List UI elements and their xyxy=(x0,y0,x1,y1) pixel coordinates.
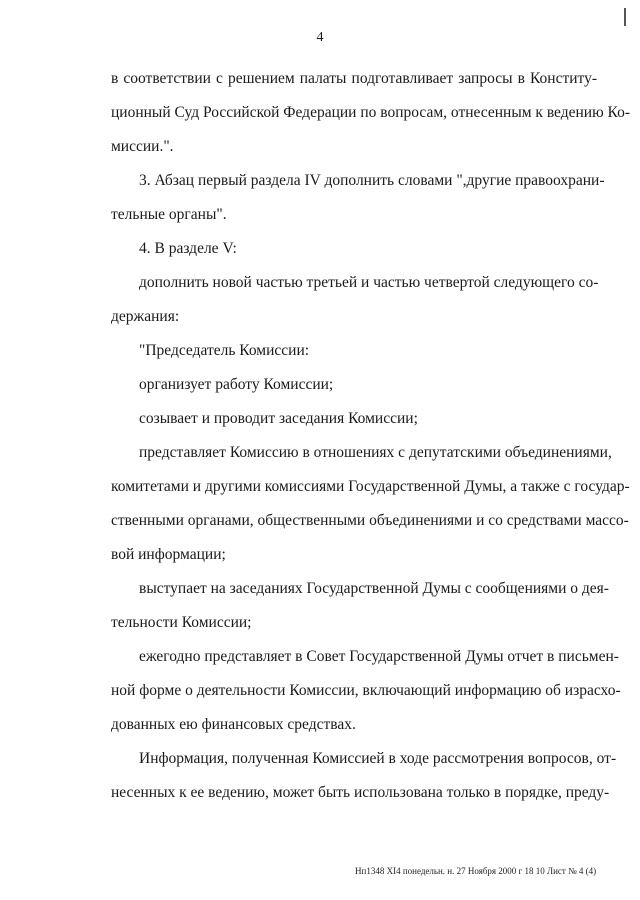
document-body xyxy=(111,62,631,810)
paragraph xyxy=(111,62,631,164)
text-line: ционный Суд Российской Федерации по вопросам, отнесенным к ведению Ко- xyxy=(111,104,631,121)
paragraph xyxy=(111,164,605,232)
paragraph xyxy=(111,266,597,334)
paragraph xyxy=(111,232,597,266)
paragraph xyxy=(111,436,630,572)
text-line: "Председатель Комиссии: xyxy=(139,342,310,359)
text-line: держания: xyxy=(111,308,180,325)
scan-corner-mark xyxy=(624,8,626,26)
paragraph xyxy=(111,572,609,640)
text-line: ственными органами, общественными объединениями и со средствами массо- xyxy=(111,512,629,529)
text-line: 4. В разделе V: xyxy=(139,240,237,257)
paragraph xyxy=(111,640,621,742)
text-line: ежегодно представляет в Совет Государственной Думы отчет в письмен- xyxy=(139,648,619,665)
text-line: тельности Комиссии; xyxy=(111,614,252,631)
paragraph xyxy=(111,368,597,402)
text-line: дованных ею финансовых средствах. xyxy=(111,716,356,733)
text-line: комитетами и другими комиссиями Государственной Думы, а также с государ- xyxy=(111,478,630,495)
text-line: в соответствии с решением палаты подготавливает запросы в Конститу- xyxy=(111,70,597,87)
text-line: ной форме о деятельности Комиссии, включающий информацию об израсхо- xyxy=(111,682,621,699)
text-line: миссии.". xyxy=(111,138,174,155)
paragraph xyxy=(111,334,597,368)
fax-footer: Нп1348 ХI4 понедельн. н. 27 Ноября 2000 г 18 10 Лист № 4 (4) xyxy=(355,866,597,876)
page-number: 4 xyxy=(316,30,324,45)
text-line: Информация, полученная Комиссией в ходе рассмотрения вопросов, от- xyxy=(139,750,617,767)
text-line: тельные органы". xyxy=(111,206,227,223)
text-line: несенных к ее ведению, может быть использована только в порядке, преду- xyxy=(111,784,610,801)
text-line: организует работу Комиссии; xyxy=(139,376,334,393)
paragraph xyxy=(111,742,617,810)
paragraph xyxy=(111,402,597,436)
text-line: дополнить новой частью третьей и частью четвертой следующего со- xyxy=(139,274,599,291)
text-line: представляет Комиссию в отношениях с депутатскими объединениями, xyxy=(139,444,612,461)
text-line: созывает и проводит заседания Комиссии; xyxy=(139,410,418,427)
text-line: вой информации; xyxy=(111,546,226,563)
text-line: 3. Абзац первый раздела IV дополнить словами ",другие правоохрани- xyxy=(139,172,605,189)
text-line: выступает на заседаниях Государственной Думы с сообщениями о дея- xyxy=(139,580,609,597)
